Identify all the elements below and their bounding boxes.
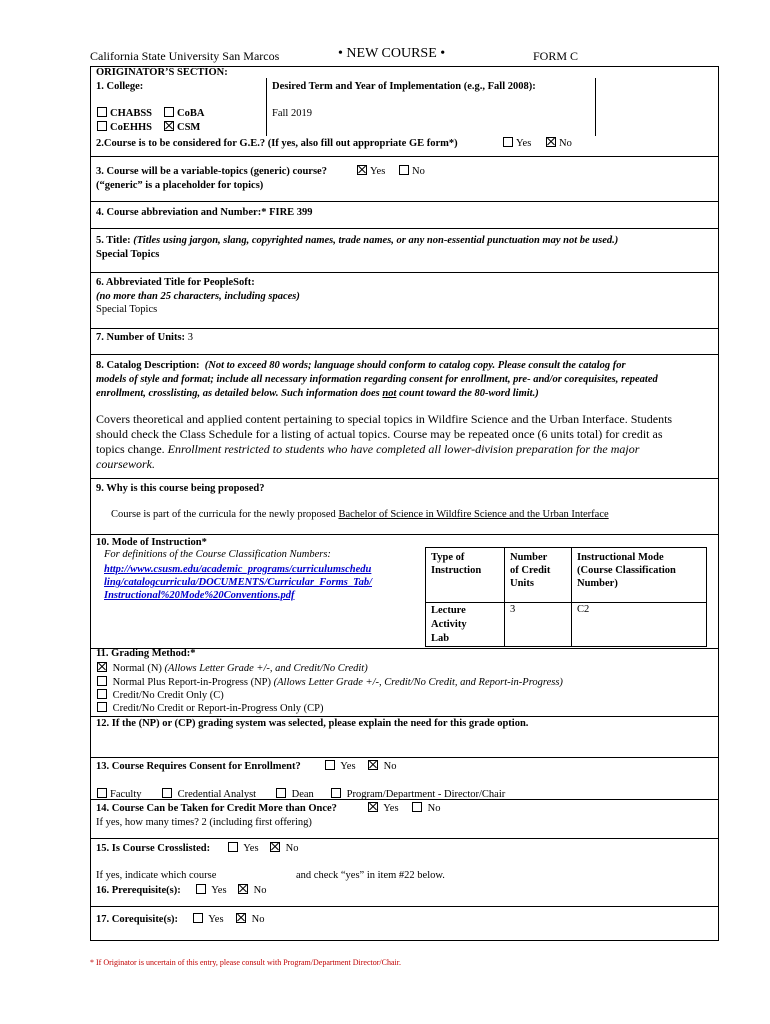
checkbox-icon	[97, 788, 107, 798]
grading-option-c[interactable]: Credit/No Credit Only (C)	[97, 689, 224, 701]
crosslist-question: 15. Is Course Crosslisted:	[96, 843, 211, 854]
checkbox-icon	[503, 137, 513, 147]
checked-box-icon	[546, 137, 556, 147]
col-header-type: Type of Instruction	[431, 552, 482, 576]
consent-faculty[interactable]: Faculty	[97, 788, 142, 800]
prerequisite-question: 16. Prerequisite(s):	[96, 885, 181, 896]
catalog-desc-1: Covers theoretical and applied content pertaining to special topics in Wildfire Science and the Urban Interface. Students	[96, 412, 673, 426]
checked-box-icon	[164, 121, 174, 131]
row-type-lab: Lab	[431, 633, 450, 644]
units-field: 7. Number of Units: 3	[96, 332, 193, 343]
row-units-lecture: 3	[510, 604, 516, 615]
checkbox-icon	[97, 702, 107, 712]
abbrev-title-note: (no more than 25 characters, including spaces)	[96, 291, 300, 302]
consent-row: 13. Course Requires Consent for Enrollment?	[96, 761, 301, 772]
mode-link-line-2[interactable]: ling/catalogcurricula/DOCUMENTS/Curricular_Forms_Tab/	[104, 577, 373, 588]
grading-option-cp[interactable]: Credit/No Credit or Report-in-Progress Only (CP)	[97, 702, 323, 714]
generic-no-option[interactable]: No	[399, 165, 425, 177]
repeat-question: 14. Course Can be Taken for Credit More than Once?	[96, 803, 337, 814]
checkbox-icon	[97, 121, 107, 131]
consent-credential-analyst[interactable]: Credential Analyst	[162, 788, 256, 800]
checkbox-icon	[164, 107, 174, 117]
mode-link-line-3[interactable]: Instructional%20Mode%20Conventions.pdf	[104, 590, 295, 601]
checked-box-icon	[97, 662, 107, 672]
mode-label: 10. Mode of Instruction*	[96, 537, 207, 548]
row-type-activity: Activity	[431, 619, 467, 630]
prereq-yes-option[interactable]: Yes	[196, 884, 227, 896]
mode-note: For definitions of the Course Classification Numbers:	[104, 549, 331, 560]
course-abbreviation: 4. Course abbreviation and Number:* FIRE 399	[96, 207, 313, 218]
catalog-desc-3: topics change. Enrollment restricted to students who have completed all lower-division preparation for the major	[96, 442, 640, 456]
form-title: • NEW COURSE •	[338, 46, 446, 61]
term-value: Fall 2019	[272, 108, 312, 119]
generic-question: 3. Course will be a variable-topics (generic) course?	[96, 166, 327, 177]
grading-option-np[interactable]: Normal Plus Report-in-Progress (NP) (Allows Letter Grade +/-, Credit/No Credit, and Report-in-Progress)	[97, 676, 563, 688]
term-label: Desired Term and Year of Implementation (e.g., Fall 2008):	[272, 81, 536, 92]
repeat-no-option[interactable]: No	[412, 802, 440, 814]
checked-box-icon	[270, 842, 280, 852]
catalog-desc-2: should check the Class Schedule for a listing of actual topics. Course may be repeated once (6 units total) for credit as	[96, 427, 663, 441]
np-cp-explain: 12. If the (NP) or (CP) grading system was selected, please explain the need for this grade option.	[96, 718, 529, 729]
checkbox-icon	[399, 165, 409, 175]
originator-heading: ORIGINATOR’S SECTION:	[96, 67, 228, 78]
catalog-desc-4: coursework.	[96, 457, 155, 471]
university-name: California State University San Marcos	[90, 49, 280, 63]
checkbox-icon	[276, 788, 286, 798]
grading-label: 11. Grading Method:*	[96, 648, 196, 659]
checkbox-icon	[412, 802, 422, 812]
title-field: 5. Title: (Titles using jargon, slang, copyrighted names, trade names, or any non-essential punctuation may not be used.)	[96, 235, 619, 246]
form-label: FORM C	[533, 49, 579, 63]
crosslist-check-note: and check “yes” in item #22 below.	[296, 870, 445, 881]
checkbox-icon	[97, 107, 107, 117]
repeat-yes-option[interactable]: Yes	[368, 802, 399, 814]
why-answer: Course is part of the curricula for the newly proposed Bachelor of Science in Wildfire Science and the Urban Interface	[111, 509, 609, 520]
abbrev-title-value: Special Topics	[96, 304, 158, 315]
grading-option-normal[interactable]: Normal (N) (Allows Letter Grade +/-, and Credit/No Credit)	[97, 662, 368, 674]
ge-no-option[interactable]: No	[546, 137, 572, 149]
catalog-note-2: models of style and format; include all necessary information regarding consent for enrollment, pre- and/or corequisites, repeated	[96, 374, 658, 385]
college-option-chabss[interactable]: CHABSS	[97, 107, 152, 119]
checkbox-icon	[228, 842, 238, 852]
consent-program-chair[interactable]: Program/Department - Director/Chair	[331, 788, 505, 800]
checked-box-icon	[238, 884, 248, 894]
row-mode-lecture: C2	[577, 604, 590, 615]
checked-box-icon	[357, 165, 367, 175]
mode-link-line-1[interactable]: http://www.csusm.edu/academic_programs/curriculumschedu	[104, 564, 372, 575]
college-option-coehhs[interactable]: CoEHHS	[97, 121, 152, 133]
ge-question: 2.Course is to be considered for G.E.? (If yes, also fill out appropriate GE form*)	[96, 138, 458, 149]
row-type-lecture: Lecture	[431, 605, 466, 616]
consent-dean[interactable]: Dean	[276, 788, 314, 800]
checked-box-icon	[368, 760, 378, 770]
generic-note: (“generic” is a placeholder for topics)	[96, 180, 264, 191]
consent-yes-option[interactable]: Yes	[325, 760, 356, 772]
consent-no-option[interactable]: No	[368, 760, 396, 772]
checkbox-icon	[196, 884, 206, 894]
catalog-note-3: enrollment, crosslisting, as detailed below. Such information does not count toward the 80-word limit.)	[96, 388, 539, 399]
col-header-units: Number of Credit Units	[510, 552, 551, 589]
checkbox-icon	[97, 676, 107, 686]
checked-box-icon	[368, 802, 378, 812]
footnote: * If Originator is uncertain of this entry, please consult with Program/Department Director/Chair.	[90, 958, 401, 967]
checked-box-icon	[236, 913, 246, 923]
repeat-times: If yes, how many times? 2 (including first offering)	[96, 817, 312, 828]
title-value: Special Topics	[96, 249, 160, 260]
why-question: 9. Why is this course being proposed?	[96, 483, 265, 494]
checkbox-icon	[193, 913, 203, 923]
checkbox-icon	[162, 788, 172, 798]
corequisite-question: 17. Corequisite(s):	[96, 914, 179, 925]
crosslist-yes-option[interactable]: Yes	[228, 842, 259, 854]
checkbox-icon	[331, 788, 341, 798]
checkbox-icon	[325, 760, 335, 770]
college-label: 1. College:	[96, 81, 144, 92]
prereq-no-option[interactable]: No	[238, 884, 266, 896]
abbrev-title-label: 6. Abbreviated Title for PeopleSoft:	[96, 277, 255, 288]
coreq-no-option[interactable]: No	[236, 913, 264, 925]
college-option-csm[interactable]: CSM	[164, 121, 200, 133]
generic-yes-option[interactable]: Yes	[357, 165, 385, 177]
coreq-yes-option[interactable]: Yes	[193, 913, 224, 925]
crosslist-indicate: If yes, indicate which course	[96, 870, 217, 881]
ge-yes-option[interactable]: Yes	[503, 137, 531, 149]
col-header-mode: Instructional Mode (Course Classification Number)	[577, 552, 676, 589]
checkbox-icon	[97, 689, 107, 699]
crosslist-no-option[interactable]: No	[270, 842, 298, 854]
college-option-coba[interactable]: CoBA	[164, 107, 204, 119]
catalog-label-line: 8. Catalog Description: (Not to exceed 80 words; language should conform to catalog copy. Please consult the catalog for	[96, 360, 626, 371]
